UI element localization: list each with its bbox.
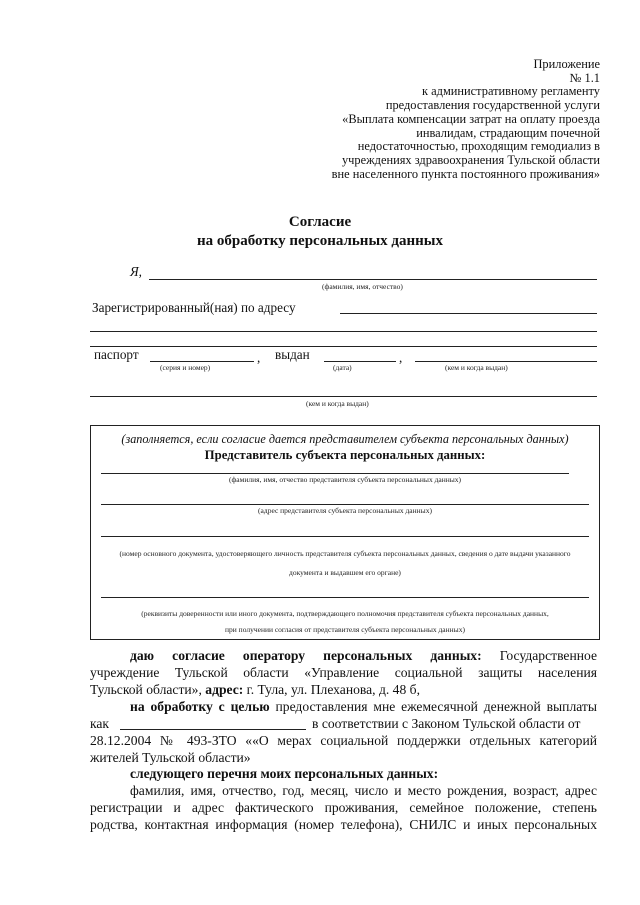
address-field-3[interactable]	[90, 346, 597, 347]
header-line: предоставления государственной услуги	[385, 98, 600, 113]
passport-label: паспорт	[94, 347, 139, 362]
consent-line-1	[130, 647, 597, 664]
rep-power-field[interactable]	[101, 597, 589, 598]
purpose-text: предоставления мне ежемесячной денежной выплаты	[269, 699, 597, 714]
kak-label: как	[90, 716, 110, 731]
purpose-line-3: 28.12.2004 № 493-ЗТО ««О мерах социальной поддержки отдельных категорий	[90, 733, 597, 748]
comma: ,	[257, 350, 261, 365]
issued-by-field[interactable]	[415, 361, 597, 362]
document-subtitle: на обработку персональных данных	[197, 233, 443, 249]
operator-name-end: Тульской области»,	[90, 682, 206, 697]
issued-by-field-2[interactable]	[90, 396, 597, 397]
passport-series-field[interactable]	[150, 361, 254, 362]
purpose-label: на обработку с целью	[130, 699, 270, 714]
registered-label: Зарегистрированный(ная) по адресу	[92, 300, 296, 315]
data-list-line-3: родства, контактная информация (номер телефона), СНИЛС и иных персональных	[90, 817, 597, 832]
header-line: недостаточностью, проходящим гемодиализ в	[357, 139, 600, 154]
appendix-header	[220, 58, 600, 181]
issued-label: выдан	[275, 347, 310, 362]
header-line: учреждениях здравоохранения Тульской области	[341, 152, 600, 167]
address-field-1[interactable]	[340, 313, 597, 314]
issued-by-caption-2: (кем и когда выдан)	[306, 399, 369, 408]
data-list-line-1: фамилия, имя, отчество, год, месяц, число и место рождения, возраст, адрес	[130, 783, 597, 798]
rep-fio-caption: (фамилия, имя, отчество представителя субъекта персональных данных)	[228, 475, 462, 484]
rep-doc-caption: (номер основного документа, удостоверяющего личность представителя субъекта персональных данных, сведения о дате выдачи указанного	[119, 549, 571, 558]
data-list-heading: следующего перечня моих персональных данных:	[130, 766, 439, 781]
representative-box	[90, 425, 600, 640]
rep-power-caption-2: при получении согласия от представителя субъекта персональных данных)	[225, 625, 465, 634]
rep-fio-field[interactable]	[101, 473, 569, 474]
consent-line-3	[90, 681, 600, 698]
header-line: вне населенного пункта постоянного проживания»	[331, 166, 600, 181]
operator-address: г. Тула, ул. Плеханова, д. 48 б,	[243, 682, 420, 697]
consent-operator-label: даю согласие оператору персональных данных:	[130, 648, 482, 663]
header-line: № 1.1	[569, 70, 600, 85]
ya-label: Я,	[130, 264, 142, 279]
issued-by-caption: (кем и когда выдан)	[445, 363, 508, 372]
rep-address-caption: (адрес представителя субъекта персональных данных)	[258, 506, 432, 515]
rep-address-field[interactable]	[101, 504, 589, 505]
comma: ,	[399, 350, 403, 365]
consent-line-2: учреждение Тульской области «Управление социальной защиты населения	[90, 665, 597, 680]
fio-field[interactable]	[149, 279, 597, 280]
rep-doc-field[interactable]	[101, 536, 589, 537]
header-line: Приложение	[533, 57, 600, 71]
document-title: Согласие	[288, 214, 352, 230]
consent-operator-start: Государственное	[481, 648, 597, 663]
rep-doc-caption-2: документа и выдавшем его органе)	[289, 568, 401, 577]
address-label: адрес:	[205, 682, 244, 697]
header-line: к административному регламенту	[422, 84, 600, 99]
rep-power-caption: (реквизиты доверенности или иного документа, подтверждающего полномочия представителя субъекта персональных данных,	[141, 609, 549, 618]
purpose-line-1	[130, 698, 597, 715]
fio-caption: (фамилия, имя, отчество)	[322, 282, 403, 291]
data-list-line-2: регистрации и адрес фактического проживания, семейное положение, степень	[90, 800, 597, 815]
issue-date-field[interactable]	[324, 361, 396, 362]
date-caption: (дата)	[333, 363, 352, 372]
header-line: инвалидам, страдающим почечной	[416, 125, 600, 140]
representative-note: (заполняется, если согласие дается представителем субъекта персональных данных)	[121, 432, 569, 446]
representative-title: Представитель субъекта персональных данных:	[204, 448, 486, 462]
payment-kind-field[interactable]	[120, 729, 306, 730]
header-line: «Выплата компенсации затрат на оплату проезда	[342, 111, 600, 126]
law-reference: в соответствии с Законом Тульской области от	[312, 716, 581, 731]
purpose-line-4: жителей Тульской области»	[90, 750, 251, 765]
address-field-2[interactable]	[90, 331, 597, 332]
series-caption: (серия и номер)	[160, 363, 211, 372]
